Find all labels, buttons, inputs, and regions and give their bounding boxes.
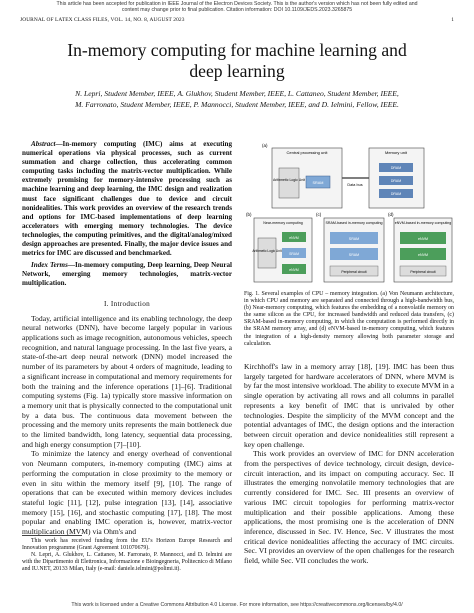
panel-d-label: (d) — [388, 212, 394, 217]
alu-label: Arithmetic Logic Unit — [272, 178, 306, 182]
license-notice: This work is licensed under a Creative Commons Attribution 4.0 License. For more information, see https://creativecommons.org/licenses/by/4.0/ — [71, 602, 403, 608]
envm-label-b1: eNVM — [289, 236, 299, 240]
paper-title-line-2: deep learning — [189, 61, 285, 81]
panel-a-label: (a) — [262, 143, 268, 148]
figure-1 — [244, 138, 454, 286]
memory-unit-label: Memory unit — [384, 150, 408, 155]
alu-label-b: Arithmetic Logic Unit — [252, 249, 282, 253]
envm-label-d2: eNVM — [418, 253, 428, 257]
abstract-label: Abstract — [31, 140, 56, 148]
authors-line-1: N. Lepri, Student Member, IEEE, A. Glukhov, Student Member, IEEE, L. Cattaneo, Student Member, IEEE, — [75, 89, 399, 98]
authors-line-2: M. Farronato, Student Member, IEEE, P. Mannocci, Student Member, IEEE, and D. Ielmini, Fellow, IEEE. — [75, 100, 399, 109]
dram-label-3: DRAM — [390, 192, 402, 196]
dram-label-2: DRAM — [390, 179, 402, 183]
envm-label-b2: eNVM — [289, 268, 299, 272]
figure-1-caption: Fig. 1. Several examples of CPU – memory integration. (a) Von Neumann architecture, in which CPU and memory are separated and connected through a high-bandwidth bus, (b) Near-memory computing, which features the embedding of a nonvolatile memory on the same silicon as the CPU, for increased bandwidth and reduced data transfers, (c) SRAM-based in-memory computing, in which the computation is performed directly in the SRAM memory array, and (d) eNVM-based in-memory computing, which features the integration of a high-density memory allowing both parameter storage and calculation. — [244, 291, 454, 347]
peripheral-label-d: Peripheral circuit — [410, 270, 436, 274]
notice-line-1: This article has been accepted for publication in IEEE Journal of the Electron Devices Society. This is the author's version which has not been fully edited and — [56, 1, 418, 7]
running-header: JOURNAL OF LATEX CLASS FILES, VOL. 14, NO. 8, AUGUST 2023 — [20, 17, 185, 23]
envm-label-d1: eNVM — [418, 237, 428, 241]
index-terms — [22, 261, 232, 288]
panel-c-label: (c) — [316, 212, 322, 217]
abstract — [22, 140, 232, 258]
intro-paragraph-4: This work provides an overview of IMC for DNN acceleration from the perspectives of device technology, circuit design, device-circuit interaction, and its impact on computing accuracy. Sec. II illustrates the emerging nonvolatile memory technologies that are currently considered for IMC. Sec. III presents an overview of various IMC circuit topologies for performing matrix-vector multiplication and their possible applications. Among these applications, the most promising one is the acceleration of DNN inference, discussed in Sec. IV. Hence, Sec. V illustrates the most critical device nonidealities affecting the accuracy of IMC circuits. Sec. VI provides an overview of the open challenges for the research field, while Sec. VII concludes the work. — [244, 449, 454, 566]
near-memory-label: Near-memory computing — [263, 221, 303, 225]
section-heading-introduction: I. Introduction — [103, 299, 151, 308]
sram-label-c2: SRAM — [348, 253, 360, 257]
intro-paragraph-2: To minimize the latency and energy overhead of conventional von Neumann computers, in-memory computing (IMC) aims at performing the computation in close proximity to the memory or even in situ within the memory itself [9], [10]. The range of operations that can be executed within memory devices includes stateful logic [11], [12], pulse integration [13], [14], associative memory [15], [16], and stochastic computing [17], [18]. The most popular and enabling IMC operation is, however, matrix-vector multiplication (MVM) via Ohm's and — [22, 449, 232, 537]
peripheral-label-c: Peripheral circuit — [341, 270, 367, 274]
footnote-divider — [22, 535, 82, 536]
intro-paragraph-1: Today, artificial intelligence and its enabling technology, the deep neural networks (DNN), have become largely popular in various applications such as image recognition, autonomous vehicles, speech recognition, and natural language processing. In the last five years, a state-of-the-art deep neural network (DNN) model increased the number of its parameters by about 4 orders of magnitude, leading to a significant increase in computational and memory requirements for both the training and the inference operations [1]–[6]. Traditional computing systems (Fig. 1a) typically store massive information on a memory unit that is physically connected to the computational unit by a data bus. The continuous data movement between the processing and the memory units represents the main bottleneck due to the limited bandwidth, long latency, sequential data processing, and high energy consumption [7]–[10]. — [22, 313, 232, 449]
sram-label-c1: SRAM — [348, 237, 360, 241]
footnote-funding: This work has received funding from the EU's Horizon Europe Research and Innovation programme (Grant Agreement 101070679). — [22, 538, 232, 551]
dram-label-1: DRAM — [390, 166, 402, 170]
left-column — [22, 140, 232, 537]
paper-title-line-1: In-memory computing for machine learning and — [67, 40, 407, 60]
sram-label-b: SRAM — [289, 252, 299, 256]
intro-paragraph-3: Kirchhoff's law in a memory array [18], [19]. IMC has been thus largely targeted for hardware accelerators of DNN, where MVM is by far the most intensive workload. The ability to execute MVM in a single operation by activating all rows and all columns in parallel represents a key benefit of IMC that is unrivaled by other technologies. Despite the simplicity of the MVM concept and the potential advantages of IMC, the design options and the interaction between circuit operation and device nonidealities still represent a key open challenge. — [244, 362, 454, 449]
footnote — [22, 535, 232, 573]
alu-box-b — [258, 238, 276, 268]
alu-box — [279, 168, 299, 198]
sram-label-a: SRAM — [312, 181, 324, 185]
index-terms-label: Index Terms — [31, 261, 68, 270]
data-bus-label: Data bus — [347, 183, 363, 187]
right-column — [244, 362, 454, 566]
notice-line-2: content may change prior to final publication. Citation information: DOI 10.1109/JEDS.2023.3265875 — [121, 7, 353, 13]
sram-imc-label: SRAM-based in-memory computing — [325, 221, 383, 225]
panel-b-label: (b) — [246, 212, 252, 217]
page-number: 1 — [451, 17, 454, 23]
cpu-label: Central processing unit — [286, 150, 328, 155]
footnote-affiliation: N. Lepri, A. Glukhov, L. Cattaneo, M. Farronato, P. Mannocci, and D. Ielmini are with the Dipartimento di Elettronica, Informazione e Bioingegneria, Politecnico di Milano and IU.NET, 20133 Milan, Italy (e-mail: daniele.ielmini@polimi.it). — [22, 552, 232, 572]
abstract-text: —In-memory computing (IMC) aims at executing numerical operations via physical processes, such as current summation and charge collection, thus accelerating common computing tasks including the matrix-vector multiplication. While extremely promising for memory-intensive processing such as machine learning and deep learning, the IMC design and realization must face significant challenges due to device and circuit nonidealities. This work provides an overview of the research trends and options for IMC-based implementations of deep learning accelerators with emerging memory technologies. The device technologies, the computing primitives, and the digital/analog/mixed design approaches are presented. Finally, the major device issues and metrics for IMC are discussed and benchmarked. — [22, 140, 232, 258]
index-terms-text: —In-memory computing, Deep learning, Deep Neural Network, emerging memory technologies, matrix-vector multiplication. — [22, 261, 232, 288]
envm-imc-label: eNVM-based in-memory computing — [394, 221, 452, 225]
